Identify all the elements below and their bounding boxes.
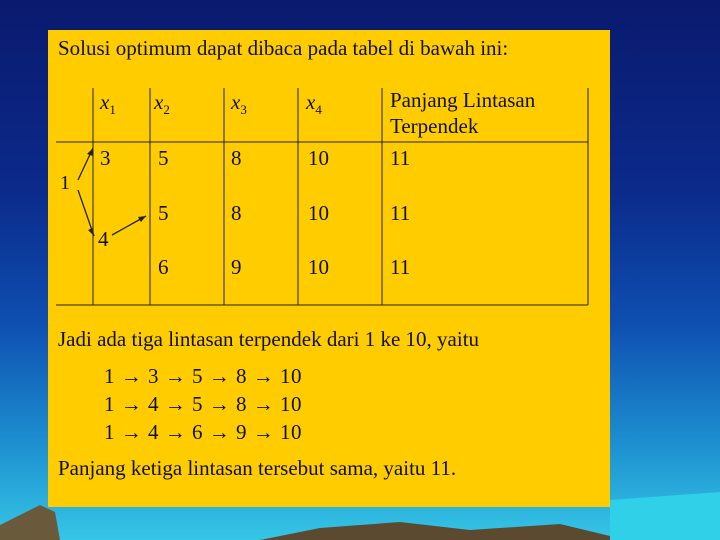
slide-title: Solusi optimum dapat dibaca pada tabel di bawah ini: xyxy=(58,36,509,60)
content-panel xyxy=(48,30,610,507)
header-shortest: Terpendek xyxy=(390,114,479,138)
table-cell: 8 xyxy=(231,146,242,170)
path-1: 1 → 3 → 5 → 8 → 10 xyxy=(104,364,302,388)
table-cell: 5 xyxy=(158,146,169,170)
table-cell: 4 xyxy=(98,227,109,251)
table-cell: 10 xyxy=(308,146,329,170)
summary-text: Jadi ada tiga lintasan terpendek dari 1 ke 10, yaitu xyxy=(58,327,480,351)
header-x4: $x_4$ xyxy=(306,90,322,118)
footer-text: Panjang ketiga lintasan tersebut sama, yaitu 11. xyxy=(58,456,457,480)
header-x2: $x_2$ xyxy=(154,90,170,118)
table-cell: 10 xyxy=(308,255,329,279)
table-cell: 9 xyxy=(231,255,242,279)
header-path-length: Panjang Lintasan xyxy=(390,88,536,112)
table-cell: 11 xyxy=(390,146,411,170)
table-grid xyxy=(48,30,610,320)
path-3: 1 → 4 → 6 → 9 → 10 xyxy=(104,420,302,444)
table-cell: 11 xyxy=(390,255,411,279)
header-x1: $x_1$ xyxy=(100,90,116,118)
header-x3: $x_3$ xyxy=(231,90,247,118)
start-node: 1 xyxy=(60,172,70,194)
table-cell: 6 xyxy=(158,255,169,279)
table-cell: 8 xyxy=(231,201,242,225)
path-2: 1 → 4 → 5 → 8 → 10 xyxy=(104,392,302,416)
table-cell: 11 xyxy=(390,201,411,225)
table-cell: 10 xyxy=(308,201,329,225)
table-cell: 5 xyxy=(158,201,169,225)
table-cell: 3 xyxy=(100,146,111,170)
